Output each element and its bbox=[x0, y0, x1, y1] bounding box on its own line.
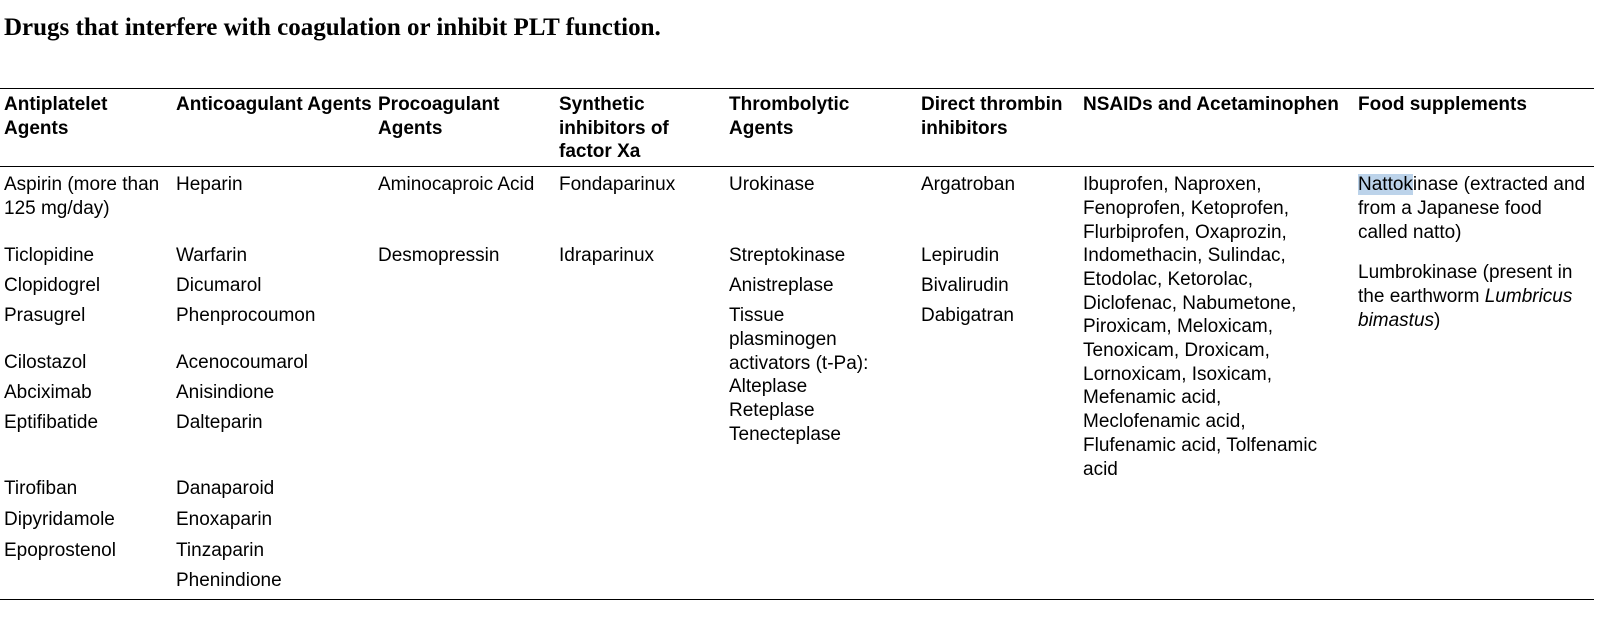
column-header-thrombolytic: Thrombolytic Agents bbox=[729, 94, 850, 139]
table-cell: Phenindione bbox=[176, 570, 282, 592]
table-cell: Epoprostenol bbox=[4, 540, 116, 562]
table-cell bbox=[725, 569, 917, 599]
table-cell-thrombolytic bbox=[725, 304, 917, 477]
food-text: Lumbrokinase (present in the earthworm bbox=[1358, 262, 1573, 307]
table-cell: Cilostazol bbox=[4, 352, 87, 374]
table-cell: Lepirudin bbox=[921, 245, 1000, 267]
table-cell: Enoxaparin bbox=[176, 509, 273, 531]
table-cell bbox=[374, 477, 555, 508]
table-cell: Tinzaparin bbox=[176, 540, 265, 562]
table-cell bbox=[555, 508, 725, 539]
drug-table bbox=[0, 88, 1594, 600]
cell-line: Tissue plasminogen activators (t-Pa): bbox=[729, 305, 869, 374]
table-cell: Streptokinase bbox=[729, 245, 846, 267]
food-text: inase (extracted and from a Japanese food called natto) bbox=[1358, 174, 1586, 243]
table-cell bbox=[917, 477, 1079, 508]
table-cell: Heparin bbox=[176, 174, 243, 196]
table-cell: Fondaparinux bbox=[559, 174, 676, 196]
table-cell: Phenprocoumon bbox=[176, 305, 316, 327]
table-cell: Abciximab bbox=[4, 382, 92, 404]
table-header-row bbox=[0, 89, 1594, 167]
table-row bbox=[0, 244, 1594, 274]
document-title: Drugs that interfere with coagulation or inhibit PLT function. bbox=[4, 14, 661, 41]
table-cell bbox=[555, 411, 725, 477]
table-cell bbox=[374, 411, 555, 477]
table-cell: Prasugrel bbox=[4, 305, 86, 327]
table-cell: Urokinase bbox=[729, 174, 815, 196]
table-cell: Dicumarol bbox=[176, 275, 262, 297]
table-cell bbox=[555, 539, 725, 569]
cell-line: Reteplase bbox=[729, 400, 815, 422]
table-cell: Dabigatran bbox=[921, 305, 1014, 327]
table-cell: Acenocoumarol bbox=[176, 352, 309, 374]
table-cell: Dalteparin bbox=[176, 412, 263, 434]
table-row bbox=[0, 167, 1594, 245]
table-cell bbox=[555, 274, 725, 304]
table-cell bbox=[374, 539, 555, 569]
table-cell: Dipyridamole bbox=[4, 509, 115, 531]
table-cell bbox=[555, 569, 725, 599]
column-header-thrombin: Direct thrombin inhibitors bbox=[921, 94, 1063, 139]
column-header-nsaids: NSAIDs and Acetaminophen bbox=[1083, 94, 1339, 115]
table-cell: Ticlopidine bbox=[4, 245, 95, 267]
table-cell bbox=[917, 411, 1079, 477]
table-cell bbox=[0, 569, 172, 599]
table-cell bbox=[374, 508, 555, 539]
table-cell-nsaids: Ibuprofen, Naproxen, Fenoprofen, Ketoprofen, Flurbiprofen, Oxaprozin, Indomethacin, Sulindac, Etodolac, Ketorolac, Diclofenac, Nabumetone, Piroxicam, Meloxicam, Tenoxicam, Droxicam, Lornoxicam, Isoxicam, Mefenamic acid, Meclofenamic acid, Flufenamic acid, Tolfenamic acid bbox=[1083, 174, 1318, 480]
table-cell: Bivalirudin bbox=[921, 275, 1009, 297]
table-cell bbox=[555, 304, 725, 351]
table-cell bbox=[555, 477, 725, 508]
column-header-factor-xa: Synthetic inhibitors of factor Xa bbox=[559, 94, 669, 163]
food-text: ) bbox=[1434, 309, 1441, 331]
table-cell: Anistreplase bbox=[729, 275, 834, 297]
highlighted-text: Nattok bbox=[1358, 174, 1413, 196]
table-cell: Eptifibatide bbox=[4, 412, 99, 434]
table-cell: Desmopressin bbox=[378, 245, 500, 267]
table-cell: Warfarin bbox=[176, 245, 248, 267]
table-cell bbox=[374, 304, 555, 351]
table-cell bbox=[374, 351, 555, 381]
table-cell: Idraparinux bbox=[559, 245, 655, 267]
column-header-food: Food supplements bbox=[1358, 94, 1527, 115]
table-cell bbox=[917, 539, 1079, 569]
table-cell bbox=[374, 569, 555, 599]
cell-line: Tenecteplase bbox=[729, 423, 841, 445]
food-text-italic: Lumbricus bimastus bbox=[1358, 285, 1573, 331]
table-cell bbox=[917, 508, 1079, 539]
table-cell bbox=[374, 274, 555, 304]
table-cell bbox=[555, 351, 725, 381]
table-cell: Aspirin (more than 125 mg/day) bbox=[4, 174, 160, 219]
table-cell bbox=[725, 477, 917, 508]
table-cell: Argatroban bbox=[921, 174, 1016, 196]
cell-line: Alteplase bbox=[729, 376, 808, 398]
table-cell-food bbox=[1354, 244, 1594, 599]
column-header-procoagulant: Procoagulant Agents bbox=[378, 94, 500, 139]
table-cell-food bbox=[1354, 167, 1594, 245]
table-cell: Danaparoid bbox=[176, 478, 275, 500]
table-cell bbox=[917, 381, 1079, 411]
table-cell bbox=[374, 381, 555, 411]
table-cell bbox=[917, 351, 1079, 381]
table-cell bbox=[725, 508, 917, 539]
table-cell: Clopidogrel bbox=[4, 275, 101, 297]
column-header-anticoagulant: Anticoagulant Agents bbox=[176, 94, 372, 115]
table-cell: Anisindione bbox=[176, 382, 275, 404]
table-cell bbox=[917, 569, 1079, 599]
table-cell: Tirofiban bbox=[4, 478, 78, 500]
table-cell bbox=[555, 381, 725, 411]
table-cell bbox=[725, 539, 917, 569]
table-cell: Aminocaproic Acid bbox=[378, 174, 535, 196]
column-header-antiplatelet: Antiplatelet Agents bbox=[4, 94, 108, 139]
